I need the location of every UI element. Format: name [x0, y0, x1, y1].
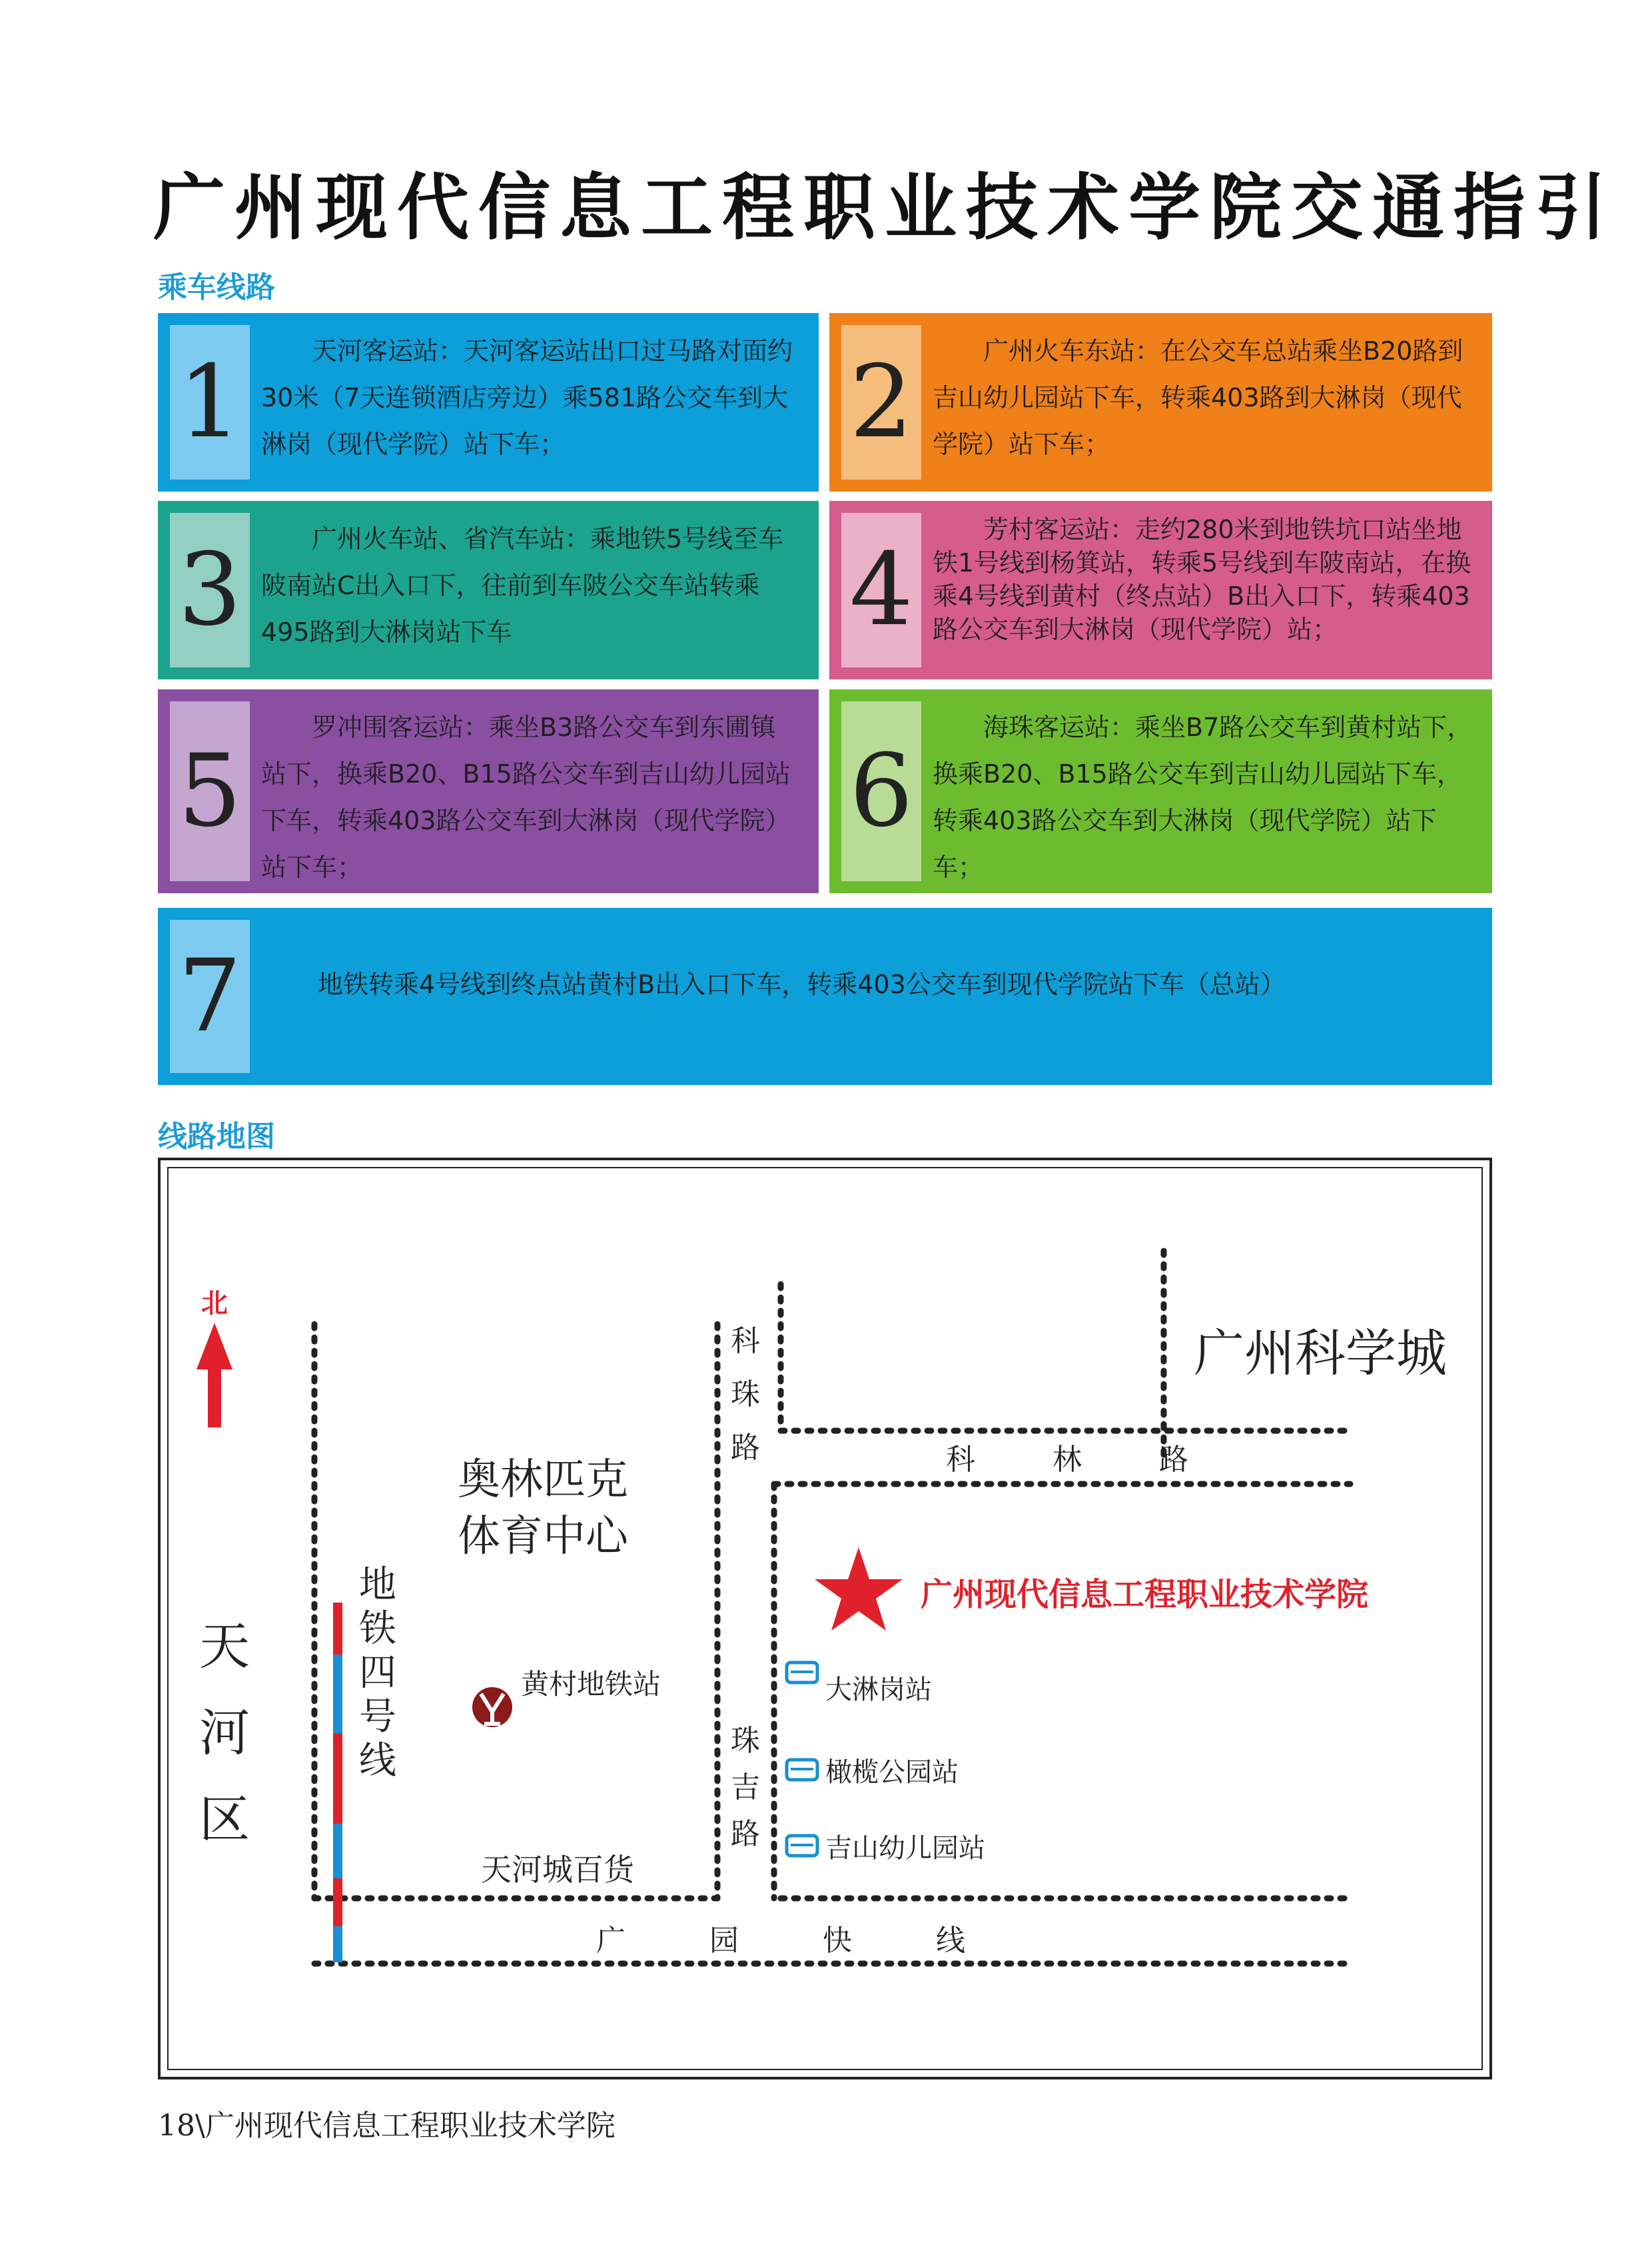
- route-card-1: [158, 313, 819, 492]
- road-char: 快: [823, 1924, 852, 1958]
- metro-station-icon: [472, 1687, 512, 1727]
- metro-line-char: 铁: [359, 1607, 396, 1651]
- route-text: 罗冲围客运站：乘坐B3路公交车到东圃镇站下，换乘B20、B15路公交车到吉山幼儿园站下车，转乘403路公交车到大淋岗（现代学院）站下车；: [261, 713, 791, 882]
- district-char: 河: [199, 1703, 250, 1762]
- road-char: 园: [709, 1924, 739, 1958]
- route-text: 芳村客运站：走约280米到地铁坑口站坐地铁1号线到杨箕站，转乘5号线到车陂南站，在换乘4号线到黄村（终点站）B出入口下，转乘403路公交车到大淋岗（现代学院）站；: [933, 515, 1471, 644]
- olympic-label-line1: 奥林匹克: [458, 1455, 628, 1505]
- district-label: [199, 1617, 250, 1849]
- road-label-zhuji: [731, 1724, 760, 1851]
- road-char: 林: [1052, 1443, 1082, 1477]
- route-card-7: [158, 908, 1492, 1085]
- road-char: 广: [596, 1924, 625, 1958]
- route-card-4: [829, 501, 1492, 679]
- north-arrow-icon: [197, 1323, 232, 1427]
- route-text: 天河客运站：天河客运站出口过马路对面约30米（7天连锁酒店旁边）乘581路公交车到大淋岗（现代学院）站下车；: [261, 336, 793, 459]
- science-city-label: 广州科学城: [1194, 1323, 1447, 1383]
- road-char: 珠: [731, 1724, 760, 1758]
- road-label-guangyuan: [596, 1924, 965, 1958]
- route-number: 4: [841, 513, 921, 667]
- north-arrow-shape: [197, 1323, 232, 1427]
- section-heading-routes: 乘车线路: [158, 270, 275, 304]
- metro-station-label: 黄村地铁站: [521, 1668, 661, 1700]
- metro-line-4-track: [333, 1603, 342, 1962]
- route-text: 地铁转乘4号线到终点站黄村B出入口下车，转乘403公交车到现代学院站下车（总站）: [318, 970, 1286, 999]
- road-label-kezhu: [731, 1324, 760, 1465]
- route-number: 3: [170, 513, 250, 667]
- bus-icon: [787, 1663, 817, 1682]
- road-char: 吉: [731, 1770, 760, 1804]
- bus-stop-label: 大淋岗站: [825, 1675, 932, 1705]
- metro-line-label: [359, 1563, 396, 1782]
- footer-separator: \: [195, 2109, 205, 2143]
- road-char: 路: [731, 1817, 760, 1851]
- route-card-2: [829, 313, 1492, 492]
- college-label: 广州现代信息工程职业技术学院: [921, 1576, 1369, 1613]
- road-char: 珠: [731, 1377, 760, 1411]
- metro-line-char: 号: [359, 1695, 396, 1738]
- metro-line-segment: [333, 1878, 342, 1926]
- route-text: 海珠客运站：乘坐B7路公交车到黄村站下，换乘B20、B15路公交车到吉山幼儿园站下车，转乘403路公交车到大淋岗（现代学院）站下车；: [933, 713, 1473, 882]
- map-canvas: [158, 1158, 1492, 2079]
- route-card-5: [158, 689, 819, 893]
- route-number: 2: [841, 325, 921, 480]
- section-heading-map: 线路地图: [158, 1120, 275, 1154]
- road-char: 路: [1159, 1443, 1188, 1477]
- bus-stop-label: 吉山幼儿园站: [825, 1833, 985, 1864]
- road-char: 科: [731, 1324, 760, 1358]
- road-label-kelin: [946, 1443, 1188, 1477]
- route-card-3: [158, 501, 819, 679]
- college-star-icon: [815, 1547, 903, 1631]
- page-number: 18: [158, 2109, 195, 2143]
- road-char: 线: [936, 1924, 965, 1958]
- route-number: 7: [170, 920, 250, 1073]
- road-char: 路: [731, 1431, 760, 1465]
- district-char: 天: [199, 1617, 250, 1676]
- road-char: 科: [946, 1443, 975, 1477]
- metro-line-segment: [333, 1733, 342, 1824]
- metro-line-char: 地: [359, 1563, 396, 1607]
- metro-line-char: 线: [359, 1739, 396, 1782]
- route-map: [158, 1158, 1492, 2079]
- bus-icon: [787, 1760, 817, 1780]
- olympic-label-line2: 体育中心: [458, 1512, 628, 1561]
- bus-stop-3: [787, 1833, 985, 1864]
- route-number: 1: [170, 325, 250, 480]
- metro-line-segment: [333, 1603, 342, 1655]
- metro-line-char: 四: [359, 1651, 396, 1694]
- page-footer: [158, 2101, 616, 2144]
- route-text: 广州火车站、省汽车站：乘地铁5号线至车陂南站C出入口下，往前到车陂公交车站转乘495路到大淋岗站下车: [261, 524, 784, 647]
- bus-stop-label: 橄榄公园站: [825, 1757, 959, 1788]
- bus-stop-2: [787, 1757, 959, 1788]
- district-char: 区: [199, 1790, 250, 1849]
- north-label: 北: [201, 1288, 228, 1319]
- route-card-6: [829, 689, 1492, 893]
- route-number: 5: [170, 701, 250, 881]
- bus-stop-1: [787, 1663, 932, 1705]
- bus-icon: [787, 1836, 817, 1856]
- page-title: 广州现代信息工程职业技术学院交通指引: [153, 166, 1617, 250]
- footer-institution: 广州现代信息工程职业技术学院: [205, 2109, 616, 2143]
- mall-label: 天河城百货: [481, 1852, 634, 1888]
- route-text: 广州火车东站：在公交车总站乘坐B20路到吉山幼儿园站下车，转乘403路到大淋岗（现代学院）站下车；: [933, 336, 1463, 459]
- route-number: 6: [841, 701, 921, 881]
